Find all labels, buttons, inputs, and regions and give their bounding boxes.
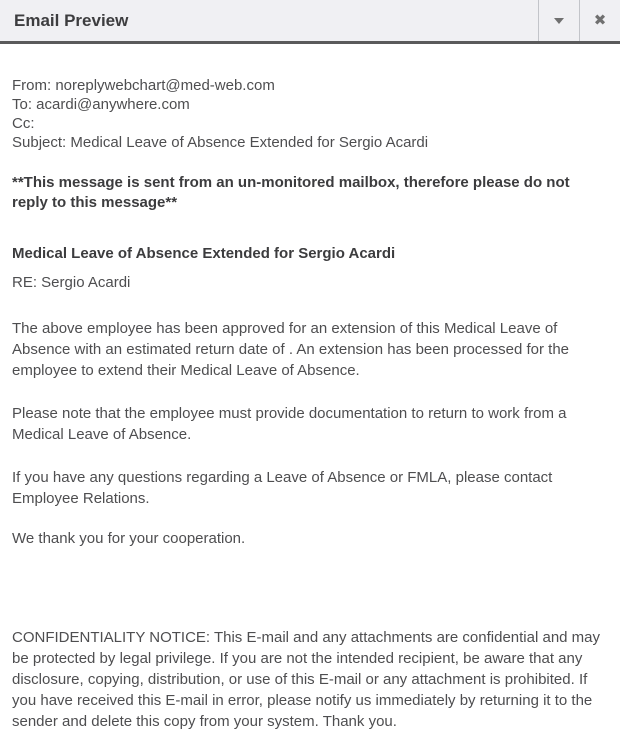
- close-button[interactable]: [579, 0, 620, 41]
- closing-line: We thank you for your cooperation.: [12, 530, 246, 547]
- re-line: RE: Sergio Acardi: [12, 274, 131, 291]
- chevron-down-icon: [554, 18, 564, 24]
- collapse-button[interactable]: [538, 0, 579, 41]
- header-to: To: acardi@anywhere.com: [12, 96, 190, 113]
- email-headers: [12, 76, 606, 152]
- confidentiality-notice: CONFIDENTIALITY NOTICE: This E-mail and any attachments are confidential and may be protected by legal privilege. If you are not the intended recipient, be aware that any disclosure, copying, distribution, or use of this E-mail or any attachment is prohibited. If you have received this E-mail in error, please notify us immediately by returning it to the sender and delete this copy from your system. Thank you.: [12, 629, 601, 730]
- header-subject: Subject: Medical Leave of Absence Extended for Sergio Acardi: [12, 134, 429, 151]
- body-paragraph: If you have any questions regarding a Leave of Absence or FMLA, please contact Employee Relations.: [12, 469, 553, 507]
- titlebar: [0, 0, 620, 41]
- header-from: From: noreplywebchart@med-web.com: [12, 77, 275, 94]
- body-paragraph: Please note that the employee must provide documentation to return to work from a Medical Leave of Absence.: [12, 405, 567, 443]
- dialog-title: Email Preview: [14, 10, 129, 30]
- unmonitored-mailbox-warning: **This message is sent from an un-monitored mailbox, therefore please do not reply to this message**: [12, 174, 570, 211]
- email-subject-heading: Medical Leave of Absence Extended for Sergio Acardi: [12, 245, 396, 262]
- close-icon: ✖: [593, 12, 607, 29]
- header-cc: Cc:: [12, 115, 35, 132]
- body-paragraph: The above employee has been approved for an extension of this Medical Leave of Absence with an estimated return date of . An extension has been processed for the employee to extend their Medical Leave of Absence.: [12, 320, 570, 379]
- email-body: [0, 44, 620, 732]
